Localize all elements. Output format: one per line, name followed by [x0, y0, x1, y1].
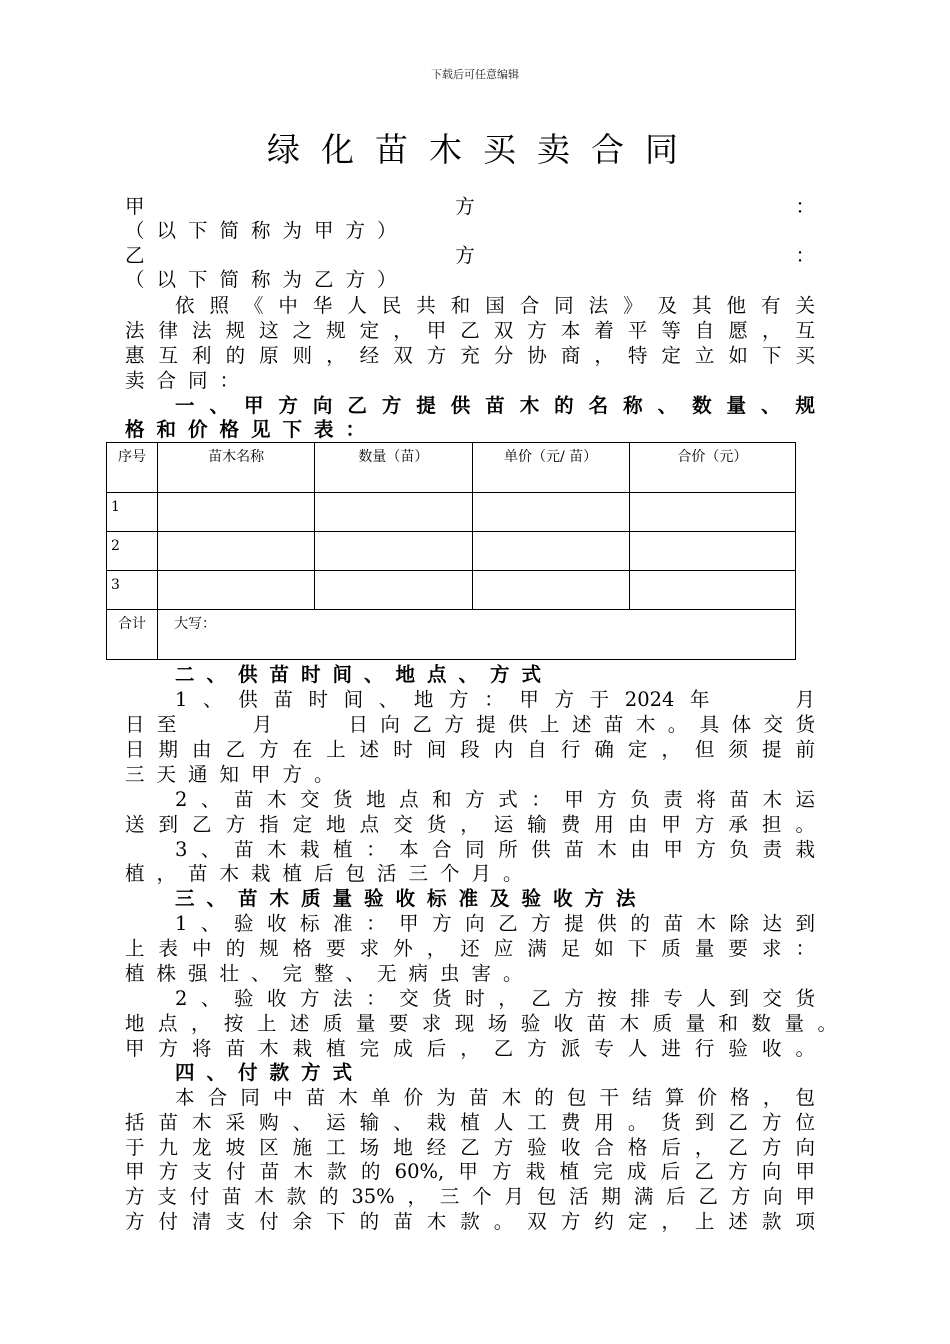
- page-title: 绿化苗木买卖合同: [267, 130, 699, 169]
- section2-line: 2、苗木交货地点和方式：甲方负责将苗木运: [175, 788, 815, 811]
- table-row: [107, 532, 796, 571]
- col-header-unit-price: 单价（元/ 苗）: [472, 443, 629, 493]
- section3-line: 2、验收方法：交货时，乙方按排专人到交货: [175, 987, 815, 1010]
- party-b-note: （以下简称为乙方）: [125, 268, 409, 291]
- section3-heading: 三、苗木质量验收标准及验收方法: [175, 887, 648, 910]
- cell: [629, 532, 795, 571]
- cell: [472, 493, 629, 532]
- section2-line: 送到乙方指定地点交货，运输费用由甲方承担。: [125, 813, 815, 836]
- cell: [315, 493, 472, 532]
- cell: [472, 571, 629, 610]
- cell: [315, 532, 472, 571]
- section2-line: 三天通知甲方。: [125, 763, 346, 786]
- cell-no: 2: [107, 532, 158, 571]
- section1-heading: 格和价格见下表：: [125, 418, 378, 441]
- table-row: [107, 571, 796, 610]
- party-a-mid: 方: [455, 195, 475, 218]
- section4-heading: 四、付款方式: [175, 1061, 365, 1084]
- cell: [315, 571, 472, 610]
- section2-line: 植，苗木栽植后包活三个月。: [125, 862, 535, 885]
- party-b-line: [125, 244, 815, 268]
- section1-heading: 一、甲方向乙方提供苗木的名称、数量、规: [175, 394, 815, 417]
- seedling-table: [106, 442, 796, 660]
- section3-line: 植株强壮、完整、无病虫害。: [125, 962, 535, 985]
- section4-line: 括苗木采购、运输、栽植人工费用。货到乙方位: [125, 1111, 815, 1134]
- section3-line: 甲方将苗木栽植完成后，乙方派专人进行验收。: [125, 1037, 815, 1060]
- intro-line: 依照《中华人民共和国合同法》及其他有关: [175, 294, 815, 317]
- col-header-no: 序号: [107, 443, 158, 493]
- table-row: [107, 493, 796, 532]
- section2-heading: 二、供苗时间、地点、方式: [175, 663, 554, 686]
- table-total-row: [107, 610, 796, 660]
- party-b-mid: 方: [455, 244, 475, 267]
- section4-line: 本合同中苗木单价为苗木的包干结算价格，包: [175, 1086, 815, 1109]
- intro-line: 法律法规这之规定，甲乙双方本着平等自愿，互: [125, 319, 815, 342]
- party-a-note: （以下简称为甲方）: [125, 219, 409, 242]
- cell: [629, 571, 795, 610]
- header-note: 下载后可任意编辑: [431, 68, 519, 81]
- total-label: 合计: [107, 610, 158, 660]
- party-b-colon: ：: [795, 244, 815, 267]
- table-header-row: [107, 443, 796, 493]
- cell: [629, 493, 795, 532]
- col-header-name: 苗木名称: [158, 443, 315, 493]
- section2-line: 1、供苗时间、地方：甲方于2024年 月: [175, 688, 815, 711]
- party-b-label: 乙: [125, 244, 145, 267]
- cell: [472, 532, 629, 571]
- section3-line: 地点，按上述质量要求现场验收苗木质量和数量。: [125, 1012, 837, 1035]
- section4-line: 于九龙坡区施工场地经乙方验收合格后，乙方向: [125, 1136, 815, 1159]
- section3-line: 1、验收标准：甲方向乙方提供的苗木除达到: [175, 912, 815, 935]
- party-a-label: 甲: [125, 195, 145, 218]
- cell: [158, 571, 315, 610]
- total-amount-words: 大写：: [158, 610, 796, 660]
- col-header-total-price: 合价（元）: [629, 443, 795, 493]
- party-a-line: [125, 195, 815, 219]
- cell-no: 1: [107, 493, 158, 532]
- section4-line: 方支付苗木款的35%，三个月包活期满后乙方向甲: [125, 1185, 815, 1208]
- section4-line: 方付清支付余下的苗木款。双方约定，上述款项: [125, 1210, 815, 1233]
- section2-line: 日期由乙方在上述时间段内自行确定，但须提前: [125, 738, 815, 761]
- section2-line: 日至 月 日向乙方提供上述苗木。具体交货: [125, 713, 815, 736]
- party-a-colon: ：: [795, 195, 815, 218]
- cell: [158, 493, 315, 532]
- section2-line: 3、苗木栽植：本合同所供苗木由甲方负责栽: [175, 838, 815, 861]
- cell-no: 3: [107, 571, 158, 610]
- section4-line: 甲方支付苗木款的60%,甲方栽植完成后乙方向甲: [125, 1160, 815, 1183]
- section3-line: 上表中的规格要求外，还应满足如下质量要求：: [125, 937, 815, 960]
- col-header-qty: 数量（苗）: [315, 443, 472, 493]
- intro-line: 卖合同：: [125, 369, 252, 392]
- cell: [158, 532, 315, 571]
- intro-line: 惠互利的原则，经双方充分协商，特定立如下买: [125, 344, 815, 367]
